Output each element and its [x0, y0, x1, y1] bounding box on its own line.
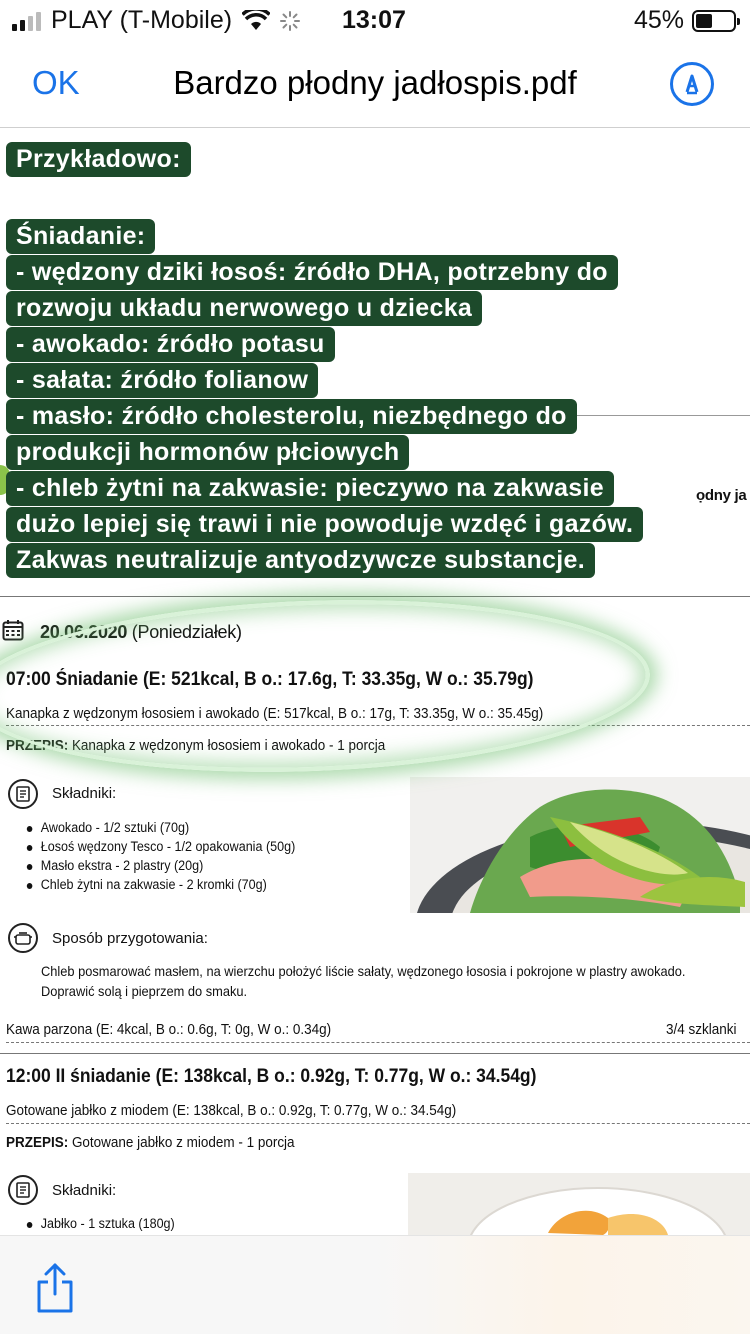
hand-drawn-highlight [0, 589, 653, 783]
status-time: 13:07 [342, 6, 406, 34]
dotted-divider [6, 1042, 750, 1043]
ingredients-icon [8, 1175, 38, 1205]
doc-divider [0, 596, 750, 597]
status-left [12, 6, 300, 35]
ingredients-list [24, 1216, 175, 1235]
overlay-heading: Przykładowo: [6, 142, 191, 177]
method-text: Doprawić solą i pieprzem do smaku. [41, 984, 248, 999]
doc-header-peek: ọdny ja [696, 487, 747, 504]
meal-title: 07:00 Śniadanie (E: 521kcal, B o.: 17.6g, T: 33.35g, W o.: 35.79g) [6, 669, 534, 690]
bottom-toolbar [0, 1235, 750, 1334]
battery-icon [692, 10, 736, 32]
overlay-line: produkcji hormonów płciowych [6, 435, 409, 470]
status-right [634, 6, 736, 35]
overlay-line: - masło: źródło cholesterolu, niezbędnego do [6, 399, 577, 434]
list-item: Masło ekstra - 2 plastry (20g) [24, 858, 295, 877]
method-text: Chleb posmarować masłem, na wierzchu położyć liście sałaty, wędzonego łososia i pokrojone w plastry awokado. [41, 964, 686, 979]
overlay-line: rozwoju układu nerwowego u dziecka [6, 291, 482, 326]
ingredients-list [24, 820, 295, 896]
ingredients-icon [8, 779, 38, 809]
drink-item: Kawa parzona (E: 4kcal, B o.: 0.6g, T: 0g, W o.: 0.34g) [6, 1022, 332, 1038]
list-item: Awokado - 1/2 sztuki (70g) [24, 820, 295, 839]
pdf-document-view[interactable] [0, 129, 750, 1235]
list-item: Chleb żytni na zakwasie - 2 kromki (70g) [24, 877, 295, 896]
ok-button[interactable]: OK [32, 64, 80, 101]
overlay-line: - wędzony dziki łosoś: źródło DHA, potrzebny do [6, 255, 618, 290]
drink-amount: 3/4 szklanki [666, 1022, 737, 1038]
overlay-line: - awokado: źródło potasu [6, 327, 335, 362]
overlay-line: - sałata: źródło folianow [6, 363, 318, 398]
navigation-bar [0, 40, 750, 128]
document-title: Bardzo płodny jadłospis.pdf [173, 64, 577, 101]
overlay-line: Śniadanie: [6, 219, 155, 254]
meal-title: 12:00 II śniadanie (E: 138kcal, B o.: 0.92g, T: 0.77g, W o.: 34.54g) [6, 1066, 537, 1087]
meal-photo [408, 1173, 750, 1235]
calendar-icon [2, 619, 24, 641]
recipe-line [6, 1135, 295, 1151]
ingredients-label: Składniki: [52, 1182, 117, 1199]
day-weekday: (Poniedziałek) [131, 622, 242, 642]
overlay-line: - chleb żytni na zakwasie: pieczywo na zakwasie [6, 471, 614, 506]
recipe-name: Kanapka z wędzonym łososiem i awokado - 1 porcja [71, 738, 386, 754]
day-date: 20.06.2020 [40, 622, 128, 642]
list-item: Jabłko - 1 sztuka (180g) [24, 1216, 175, 1235]
battery-percent: 45% [633, 6, 684, 34]
meal-item: Kanapka z wędzonym łososiem i awokado (E: 517kcal, B o.: 17g, T: 33.35g, W o.: 35.45g) [6, 706, 544, 722]
method-label: Sposób przygotowania: [52, 930, 208, 947]
meal-item: Gotowane jabłko z miodem (E: 138kcal, B o.: 0.92g, T: 0.77g, W o.: 34.54g) [6, 1103, 457, 1119]
recipe-label: PRZEPIS: [6, 1135, 69, 1151]
wifi-icon [242, 10, 270, 32]
recipe-name: Gotowane jabłko z miodem - 1 porcja [71, 1135, 295, 1151]
list-item: Łosoś wędzony Tesco - 1/2 opakowania (50g) [24, 839, 295, 858]
meal-photo [410, 777, 750, 913]
doc-divider [0, 1053, 750, 1054]
share-icon[interactable] [34, 1262, 76, 1314]
carrier-name: PLAY (T-Mobile) [51, 6, 233, 34]
cooking-pot-icon [8, 923, 38, 953]
overlay-line: dużo lepiej się trawi i nie powoduje wzdęć i gazów. [6, 507, 643, 542]
markup-pen-icon[interactable] [670, 62, 714, 106]
status-bar [0, 0, 750, 40]
cellular-signal-icon [12, 11, 41, 31]
recipe-label: PRZEPIS: [6, 738, 69, 754]
dotted-divider [6, 1123, 750, 1124]
ingredients-label: Składniki: [52, 785, 117, 802]
overlay-line: Zakwas neutralizuje antyodzywcze substancje. [6, 543, 595, 578]
activity-spinner-icon [280, 11, 300, 31]
